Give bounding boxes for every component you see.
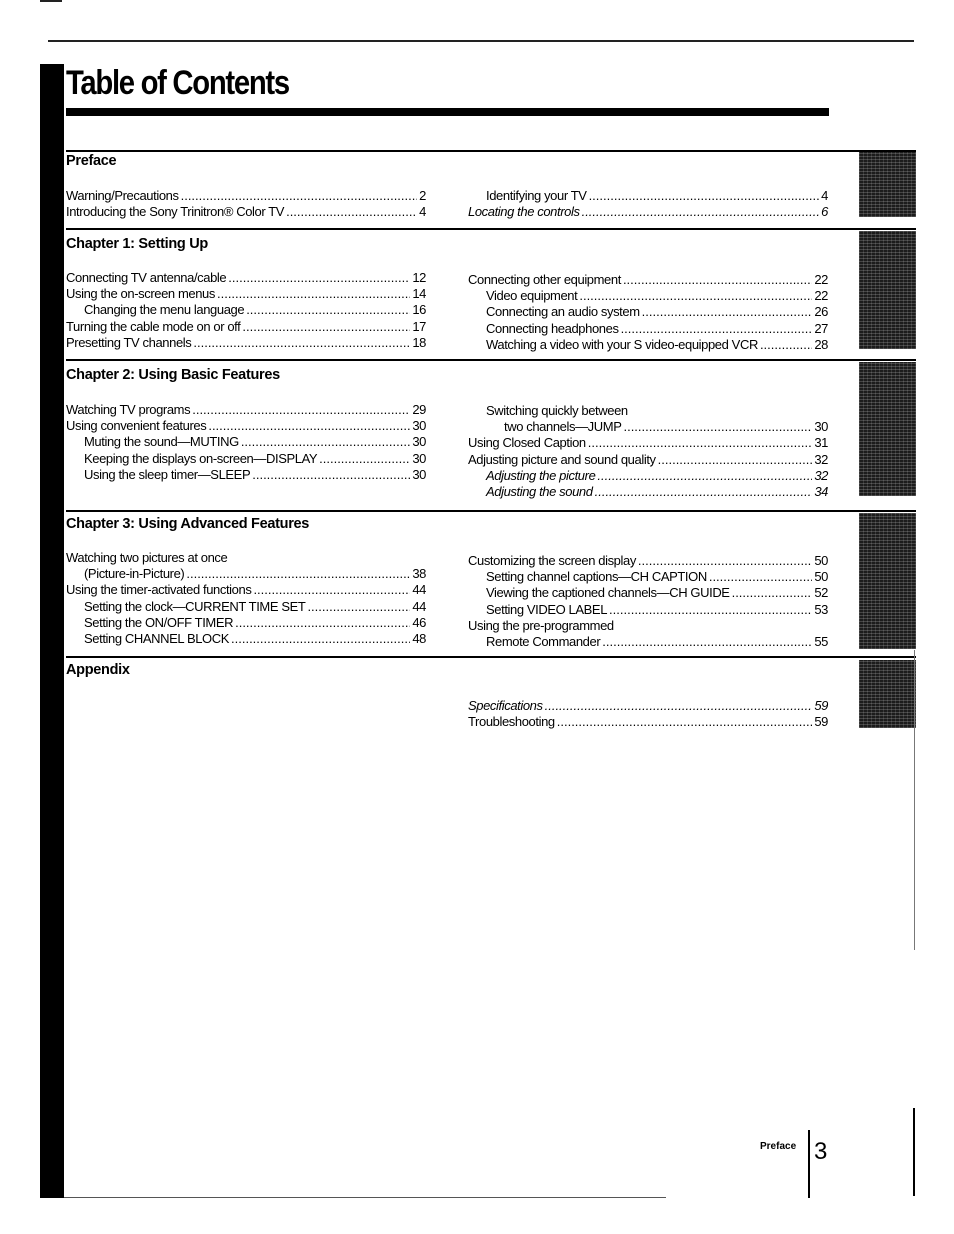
- toc-entry[interactable]: Connecting an audio system ..... 26: [468, 304, 828, 320]
- toc-entry[interactable]: Presetting TV channels ..... 18: [66, 335, 426, 351]
- toc-column-right: [468, 403, 828, 500]
- toc-entry[interactable]: two channels—JUMP ..... 30: [468, 419, 828, 435]
- section-rule: [66, 228, 916, 230]
- section-rule: [66, 510, 916, 512]
- toc-entry[interactable]: Watching TV programs ..... 29: [66, 402, 426, 418]
- toc-column-left: [66, 550, 426, 647]
- toc-entry[interactable]: Customizing the screen display ..... 50: [468, 553, 828, 569]
- toc-column-left: [66, 402, 426, 483]
- toc-entry[interactable]: Keeping the displays on-screen—DISPLAY ..... 30: [66, 451, 426, 467]
- bottom-rule: [64, 1197, 666, 1198]
- toc-entry[interactable]: Setting channel captions—CH CAPTION ..... 50: [468, 569, 828, 585]
- toc-column-right: [468, 698, 828, 730]
- toc-entry[interactable]: Adjusting picture and sound quality ..... 32: [468, 452, 828, 468]
- toc-entry[interactable]: Connecting other equipment ..... 22: [468, 272, 828, 288]
- toc-entry[interactable]: Introducing the Sony Trinitron® Color TV ..... 4: [66, 204, 426, 220]
- right-edge-rule: [913, 1108, 915, 1196]
- section-heading-chapter-1: Chapter 1: Setting Up: [66, 236, 208, 252]
- right-edge-rule: [914, 650, 915, 950]
- toc-column-right: [468, 272, 828, 353]
- left-edge-bar: [42, 64, 64, 1198]
- toc-column-left: [66, 270, 426, 351]
- section-rule: [66, 150, 916, 152]
- toc-entry[interactable]: Connecting headphones ..... 27: [468, 321, 828, 337]
- toc-entry[interactable]: Muting the sound—MUTING ..... 30: [66, 434, 426, 450]
- section-heading-preface: Preface: [66, 153, 117, 169]
- section-rule: [66, 656, 916, 658]
- thumb-tab: [859, 152, 916, 217]
- toc-entry[interactable]: Adjusting the picture ..... 32: [468, 468, 828, 484]
- toc-entry[interactable]: Identifying your TV ..... 4: [468, 188, 828, 204]
- toc-column-left: [66, 188, 426, 220]
- toc-entry[interactable]: Watching a video with your S video-equipped VCR ..... 28: [468, 337, 828, 353]
- title-rule: [66, 108, 829, 116]
- toc-entry[interactable]: Adjusting the sound ..... 34: [468, 484, 828, 500]
- toc-entry[interactable]: Remote Commander ..... 55: [468, 634, 828, 650]
- toc-entry[interactable]: Using the sleep timer—SLEEP ..... 30: [66, 467, 426, 483]
- section-rule: [66, 359, 916, 361]
- toc-entry[interactable]: Viewing the captioned channels—CH GUIDE ..... 52: [468, 585, 828, 601]
- toc-entry[interactable]: Warning/Precautions ..... 2: [66, 188, 426, 204]
- toc-entry[interactable]: Watching two pictures at once: [66, 550, 228, 565]
- toc-entry[interactable]: (Picture-in-Picture) ..... 38: [66, 566, 426, 582]
- top-rule: [48, 40, 914, 42]
- toc-entry[interactable]: Changing the menu language ..... 16: [66, 302, 426, 318]
- section-heading-chapter-3: Chapter 3: Using Advanced Features: [66, 516, 310, 532]
- toc-entry[interactable]: Using the on-screen menus ..... 14: [66, 286, 426, 302]
- toc-entry[interactable]: Setting CHANNEL BLOCK ..... 48: [66, 631, 426, 647]
- toc-column-right: [468, 553, 828, 650]
- toc-entry[interactable]: Troubleshooting ..... 59: [468, 714, 828, 730]
- toc-column-right: [468, 188, 828, 220]
- corner-mark: [40, 0, 62, 2]
- toc-entry[interactable]: Setting VIDEO LABEL ..... 53: [468, 602, 828, 618]
- toc-entry[interactable]: Setting the ON/OFF TIMER ..... 46: [66, 615, 426, 631]
- thumb-tab: [859, 231, 916, 349]
- section-heading-appendix: Appendix: [66, 662, 130, 678]
- toc-entry[interactable]: Video equipment ..... 22: [468, 288, 828, 304]
- toc-entry[interactable]: Turning the cable mode on or off ..... 17: [66, 319, 426, 335]
- thumb-tab: [859, 513, 916, 649]
- toc-entry[interactable]: Switching quickly between: [486, 403, 628, 418]
- folio-divider: [808, 1130, 810, 1198]
- toc-entry[interactable]: Setting the clock—CURRENT TIME SET ..... 44: [66, 599, 426, 615]
- toc-entry[interactable]: Using the pre-programmed: [468, 617, 614, 633]
- page-number: 3: [814, 1138, 828, 1165]
- thumb-tab: [859, 660, 916, 728]
- thumb-tab: [859, 362, 916, 496]
- toc-entry[interactable]: Using the timer-activated functions ..... 44: [66, 582, 426, 598]
- footer-section-label: Preface: [760, 1141, 797, 1152]
- toc-entry[interactable]: Locating the controls ..... 6: [468, 204, 828, 220]
- toc-entry[interactable]: Using Closed Caption ..... 31: [468, 435, 828, 451]
- toc-entry[interactable]: Specifications ..... 59: [468, 698, 828, 714]
- page-title: Table of Contents: [66, 64, 289, 102]
- toc-entry[interactable]: Connecting TV antenna/cable ..... 12: [66, 270, 426, 286]
- toc-entry[interactable]: Using convenient features ..... 30: [66, 418, 426, 434]
- section-heading-chapter-2: Chapter 2: Using Basic Features: [66, 367, 280, 383]
